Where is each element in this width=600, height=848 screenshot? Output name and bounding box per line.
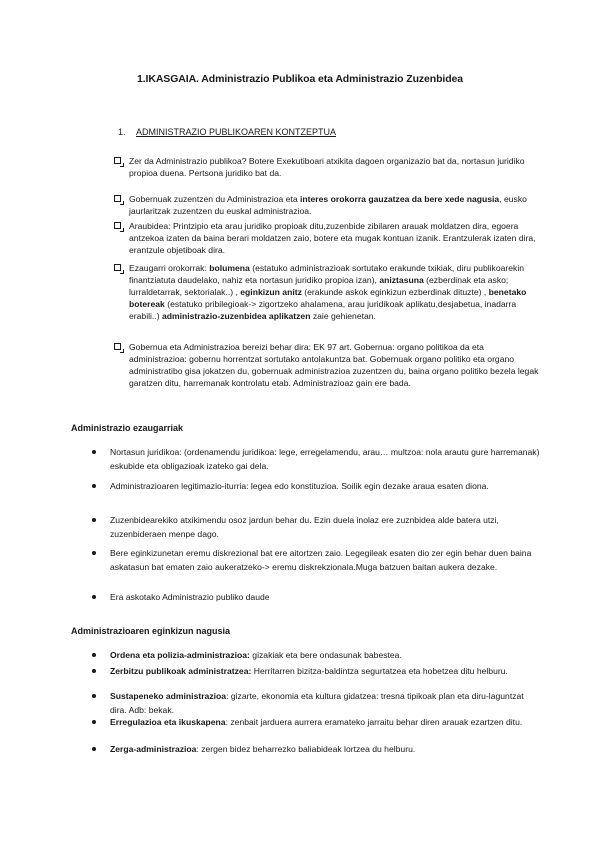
text-run: : zergen bidez beharrezko baliabideak lortzea du helburu. [196,744,416,754]
text-run: (erakunde askok eginkizun ezberdinak dituzte) , [301,287,489,297]
text-run: zaie gehienetan. [310,311,376,321]
list-item-text [110,445,542,473]
bold-text: Zerbitzu publikoak administratzea: [110,666,252,676]
bold-text: eginkizun anitz [240,287,302,297]
list-item-text [110,648,542,662]
text-run: Bere eginkizunetan eremu diskrezional bat ere aitortzen zaio. Legegileak esaten dio zer egin behar duen baina askatasun bat ematen zaio aukeratzeko-> eremu diskrekzionala.Muga batzuen baitan aukera dezake. [110,548,532,572]
bold-text: Erregulazioa eta ikuskapena [110,717,226,727]
checkbox-item-text [129,220,544,256]
list-item-text [110,513,542,541]
bullet-icon [92,484,96,488]
bold-text: Ordena eta polizia-administrazioa: [110,650,250,660]
text-run: : gizarte, ekonomia eta kultura gidatzea: tresna tipikoak plan eta diru-laguntzat dira. Adb: bekak. [110,691,524,715]
list-item-text [110,742,542,756]
list-item-text [110,590,542,604]
text-run: , eusko jaurlaritzak zuzentzen du euskal administrazioa. [129,194,527,216]
text-run: Ezaugarri orokorrak: [129,263,210,273]
bullet-icon [92,450,96,454]
checkbox-item-text [129,262,544,322]
bullet-icon [92,551,96,555]
text-run: Zer da Administrazio publikoa? Botere Exekutiboari atxikita dagoen organizazio bat da, nortasun juridiko propioa duena. Pertsona juridiko bat da. [129,156,525,178]
text-run: Araubidea: Printzipio eta arau juridiko propioak ditu,zuzenbide zibilaren arauak moldatzen dira, egoera antzekoa izaten da baina berari moldatzen zaio, botere eta mugak kontuan izanik. Erantzulerak izaten dira, erantzule objetiboak dira. [129,221,536,255]
checkbox-bullet-icon [114,195,121,202]
section-heading-1 [118,127,336,137]
list-item-text [110,479,542,493]
list-item-text [110,664,542,678]
checkbox-item-text [129,341,544,389]
text-run: (estatuko administrazioak sortutako erakunde txikiak, diru publikoarekin finantziatuta daudelako, nahiz eta nortasun juridiko propioa izan), [129,263,525,285]
bullet-icon [92,694,96,698]
section-number: 1. [118,127,126,137]
bullet-icon [92,653,96,657]
text-run: Gobernuak zuzentzen du Administrazioa eta [129,194,301,204]
bold-text: interes orokorra gauzatzea da bere xede nagusia [300,194,500,204]
checkbox-bullet-icon [114,343,121,350]
bold-text: aniztasuna [379,275,424,285]
bold-text: benetako botereak [129,287,527,309]
checkbox-bullet-icon [114,264,121,271]
bold-text: bolumena [209,263,250,273]
text-run: (ezberdinak eta asko; lurraldetarrak, sektorialak..) , [129,275,509,297]
list-item-text [110,546,542,574]
checkbox-bullet-icon [114,157,121,164]
bullet-icon [92,747,96,751]
list-item-text [110,715,542,729]
text-run: gizakiak eta bere ondasunak babestea. [249,650,402,660]
bullet-icon [92,595,96,599]
list-item-text [110,689,542,717]
text-run: : zenbait jarduera aurrera eramateko jarraitu behar diren arauak ezartzen ditu. [225,717,523,727]
text-run: Zuzenbidearekiko atxikimendu osoz jardun behar du. Ezin duela inolaz ere zuznbidea alde batera utzi, zuzenbideraen menpe dago. [110,515,499,539]
bullet-icon [92,720,96,724]
page-title: 1.IKASGAIA. Administrazio Publikoa eta Administrazio Zuzenbidea [136,73,464,85]
bold-text: Zerga-administrazioa [110,744,197,754]
text-run: Nortasun juridikoa: (ordenamendu juridikoa: lege, erregelamendu, arau… multzoa: nola arautu gure harremanak) eskubide eta obligazioak izateko gai dela. [110,447,540,471]
section-heading-3: Administrazioaren eginkizun nagusia [71,626,231,636]
bullet-icon [92,669,96,673]
text-run: (estatuko pribilegioak-> zigortzeko ahalamena, arau juridikoak aplikatu,desjabetua, inadarra erabili..) [129,299,517,321]
text-run: Herritarren bizitza-baldintza segurtatzea eta hobetzea ditu helburu. [251,666,508,676]
section-heading-2: Administrazio ezaugarriak [71,423,184,433]
section-title: ADMINISTRAZIO PUBLIKOAREN KONTZEPTUA [136,127,337,137]
checkbox-item-text [129,155,544,179]
bullet-icon [92,518,96,522]
text-run: Era askotako Administrazio publiko daude [110,592,270,602]
checkbox-item-text [129,193,544,217]
bold-text: Sustapeneko administrazioa [110,691,227,701]
text-run: Gobernua eta Administrazioa bereizi behar dira: EK 97 art. Gobernua: organo politikoa da eta administrazioa: gobernu horrentzat sortutako antolakuntza bat. Gobernuak organo politiko eta organo administratibo gisa jokatzen du, gobernuak administrazioa zuzentzen du, baina organo politiko bezela legak garatzen ditu, harremanak kontrolatu etab. Administrazioaz gain ere bada. [129,342,539,388]
text-run: Administrazioaren legitimazio-iturria: legea edo konstituzioa. Soilik egin dezake araua esaten diona. [110,481,489,491]
bold-text: administrazio-zuzenbidea aplikatzen [161,311,311,321]
checkbox-bullet-icon [114,222,121,229]
